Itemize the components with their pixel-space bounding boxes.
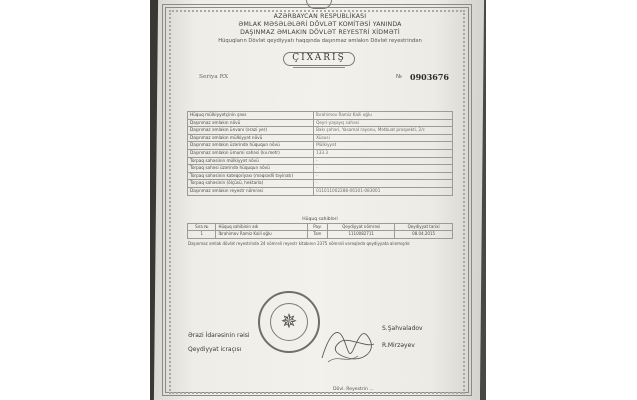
signatory-title-2: Qeydiyyat icraçısı [188, 346, 242, 353]
row-value: Qeyri-yaşayış sahəsi [314, 119, 453, 127]
table-row [188, 134, 453, 142]
table-row [188, 187, 453, 195]
table-row [188, 157, 453, 165]
table-row [188, 180, 453, 188]
cell: 1 [188, 231, 216, 238]
row-value: 133.3 [314, 149, 453, 157]
row-value: - [314, 165, 453, 173]
row-label: Daşınmaz əmlakın reyestr nömrəsi [188, 187, 314, 195]
table-row [188, 119, 453, 127]
row-value: - [314, 172, 453, 180]
row-label: Hüquq mülkiyyətçinin şəxs [188, 112, 314, 120]
row-label: Daşınmaz əmlakın ünvanı (ərazi yer) [188, 127, 314, 135]
table-row [188, 165, 453, 173]
table-row [188, 172, 453, 180]
header-country: AZƏRBAYCAN RESPUBLİKASI [273, 13, 367, 20]
signatory-name-1: S.Şahvaladov [382, 325, 423, 332]
table-row [188, 149, 453, 157]
column-header: Sıra № [188, 224, 216, 231]
cell: Tam [307, 231, 328, 238]
signatory-name-2: R.Mirzəyev [382, 342, 415, 349]
row-label: Torpaq sahəsi üzərində hüququn növü [188, 165, 314, 173]
cell: İbrahimov Ramiz Kaili oğlu [216, 231, 307, 238]
document-number: 0903676 [410, 72, 449, 82]
row-label: Torpaq sahəsinin mülkiyyət növü [188, 157, 314, 165]
owners-title: Hüquq sahibləri [302, 217, 338, 222]
column-header: Qeydiyyat tarixi [395, 224, 453, 231]
series-label: Seriya RX [199, 74, 229, 80]
column-header: Hüquq sahibinin adı [216, 224, 307, 231]
owners-header-row [188, 224, 453, 231]
footer-note: Dövl. Reyestrin ... [333, 387, 374, 392]
row-value: Bakı şəhəri, Yasamal rayonu, Mətbuat prospekti, 2/c [314, 127, 453, 135]
header-service: DAŞINMAZ ƏMLAKIN DÖVLƏT REYESTRİ XİDMƏTİ [240, 29, 400, 36]
row-label: Daşınmaz əmlakın mülkiyyət növü [188, 134, 314, 142]
column-header: Payı [307, 224, 328, 231]
row-label: Daşınmaz əmlakın növü [188, 119, 314, 127]
row-label: Daşınmaz əmlakın üzərində hüququn növü [188, 142, 314, 150]
table-row [188, 142, 453, 150]
registration-note: Daşınmaz əmlak dövlət reyestrində 24 nömrəli reyestr kitabının 2375 nömrəli vərəqində qeydiyyata alınmışdır. [188, 241, 411, 246]
row-label: Torpaq sahəsinin kateqoriyası (məqsədli təyinatı) [188, 172, 314, 180]
row-value: - [314, 157, 453, 165]
signatory-title-1: Ərazi İdarəsinin rəisi [188, 332, 250, 339]
row-value: Mülkiyyət [314, 142, 453, 150]
row-value: İbrahimov Ramiz Kaili oğlu [314, 112, 453, 120]
table-row [188, 112, 453, 120]
number-sign: № [396, 74, 403, 80]
column-header: Qeydiyyat nömrəsi [328, 224, 395, 231]
row-label: Torpaq sahəsinin (ölçüsü, hektarla) [188, 180, 314, 188]
property-info-table [187, 111, 453, 196]
table-row [188, 231, 453, 238]
signature-scribble [318, 318, 378, 370]
document-title: ÇIXARIŞ [292, 53, 346, 63]
cell: 1110082711 [328, 231, 395, 238]
seal-emblem-icon: ✵ [280, 309, 298, 333]
cell: 08.04.2015 [395, 231, 453, 238]
owners-table [187, 223, 453, 239]
row-value: - [314, 180, 453, 188]
title-underline [293, 67, 345, 68]
header-committee: ƏMLAK MƏSƏLƏLƏRİ DÖVLƏT KOMİTƏSİ YANINDA [238, 21, 402, 28]
row-value: Xüsusi [314, 134, 453, 142]
table-row [188, 127, 453, 135]
header-subtitle: Hüquqların Dövlət qeydiyyatı haqqında daşınmaz əmlakın Dövlət reyestrindən [218, 38, 422, 44]
row-label: Daşınmaz əmlakın ümumi sahəsi (kv.metr) [188, 149, 314, 157]
row-value: 011011002288-06101-083001 [314, 187, 453, 195]
